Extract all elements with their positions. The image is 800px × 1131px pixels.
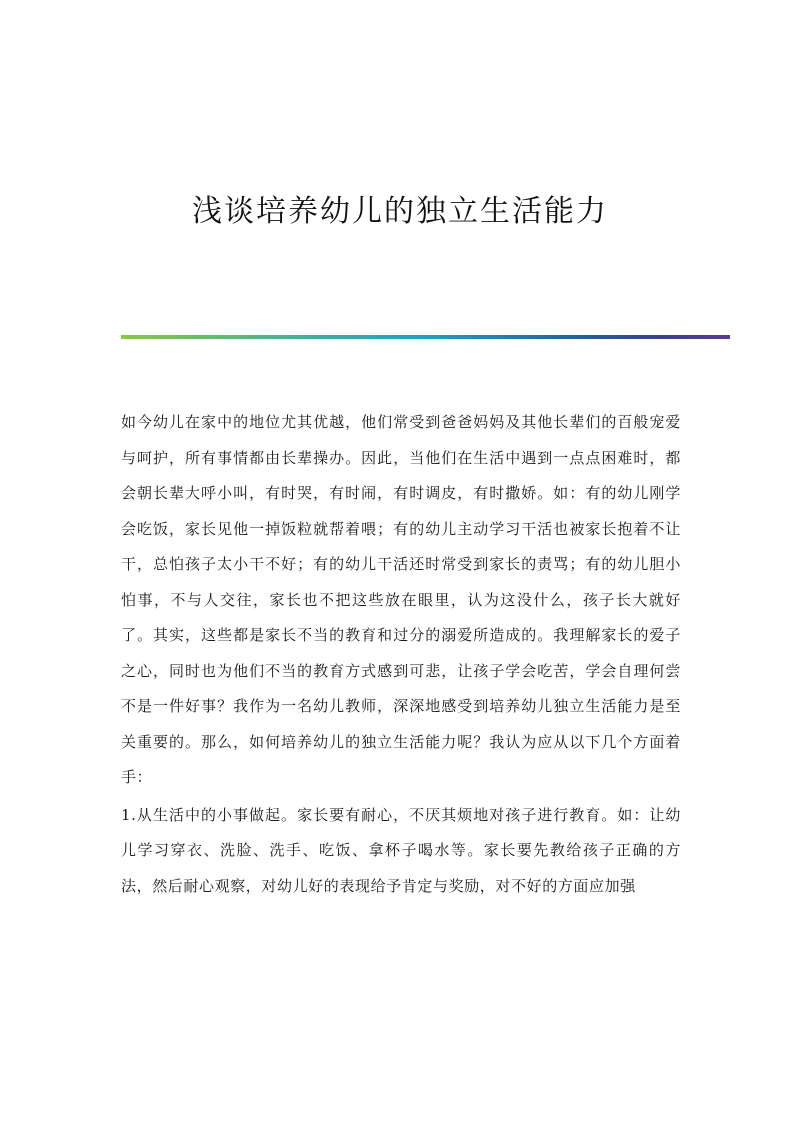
document-title: 浅谈培养幼儿的独立生活能力 <box>192 194 608 229</box>
paragraph: 1.从生活中的小事做起。家长要有耐心，不厌其烦地对孩子进行教育。如：让幼儿学习穿衣、洗脸、洗手、吃饭、拿杯子喝水等。家长要先教给孩子正确的方法，然后耐心观察，对幼儿好的表现给予肯定与奖励，对不好的方面应加强 <box>121 805 681 895</box>
document-body <box>121 405 681 904</box>
title-divider <box>121 335 730 339</box>
paragraph: 如今幼儿在家中的地位尤其优越，他们常受到爸爸妈妈及其他长辈们的百般宠爱与呵护，所有事情都由长辈操办。因此，当他们在生活中遇到一点点困难时，都会朝长辈大呼小叫，有时哭，有时闹，有时调皮，有时撒娇。如：有的幼儿刚学会吃饭，家长见他一掉饭粒就帮着喂；有的幼儿主动学习干活也被家长抱着不让干，总怕孩子太小干不好；有的幼儿干活还时常受到家长的责骂；有的幼儿胆小怕事，不与人交往，家长也不把这些放在眼里，认为这没什么，孩子长大就好了。其实，这些都是家长不当的教育和过分的溺爱所造成的。我理解家长的爱子之心，同时也为他们不当的教育方式感到可悲，让孩子学会吃苦，学会自理何尝不是一件好事？我作为一名幼儿教师，深深地感受到培养幼儿独立生活能力是至关重要的。那么，如何培养幼儿的独立生活能力呢？我认为应从以下几个方面着手： <box>121 413 681 786</box>
